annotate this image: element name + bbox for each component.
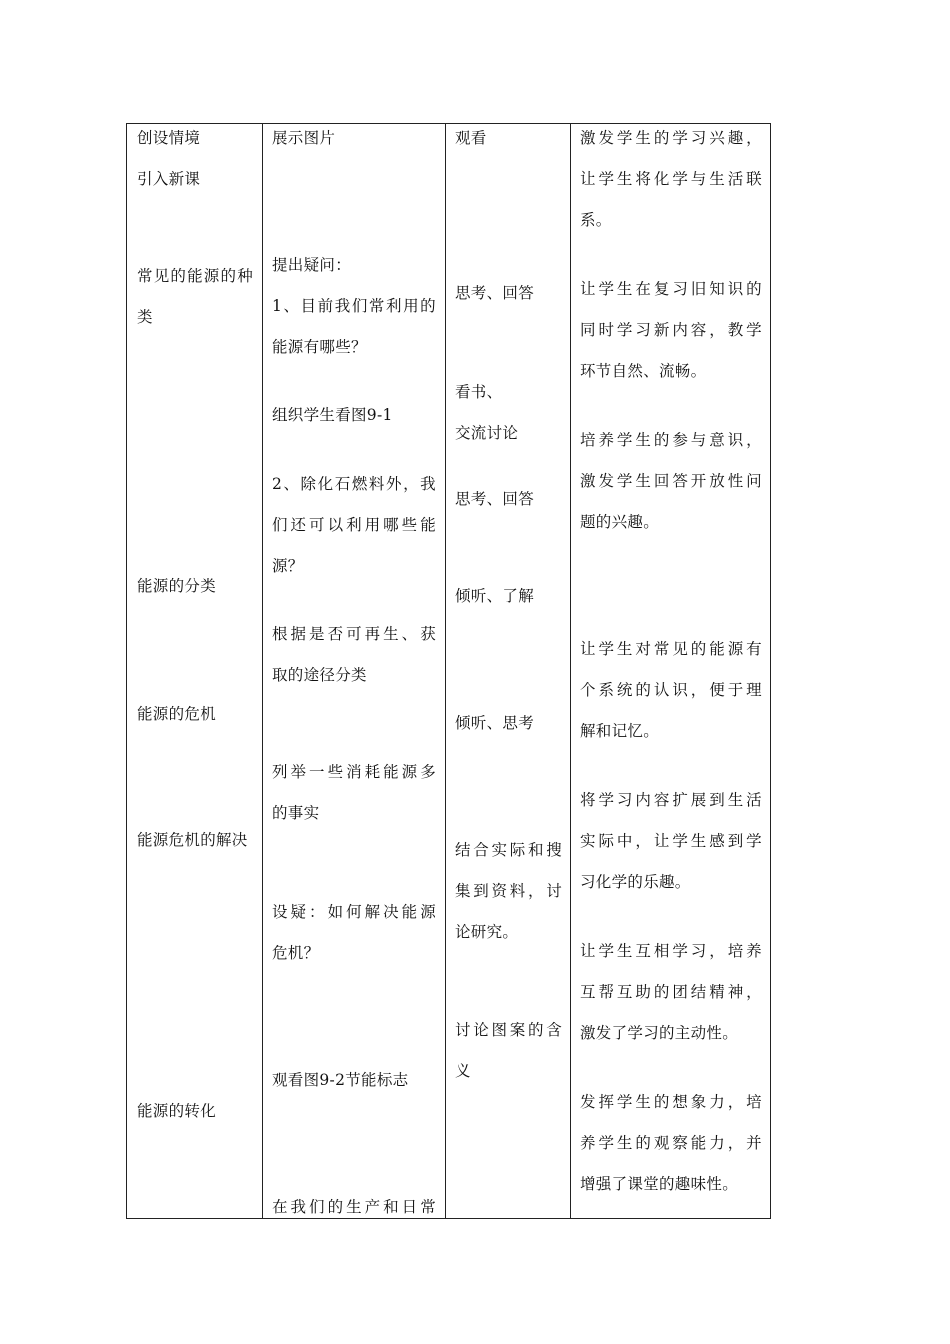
design-intent: 让学生互相学习，培养 互帮互助的团结精神， 激发了学习的主动性。	[580, 942, 762, 1042]
student-activity: 思考、回答	[455, 490, 535, 508]
teacher-activity: 设疑：如何解决能源 危机？	[272, 903, 436, 962]
student-activity: 讨论图案的含 义	[455, 1021, 562, 1080]
design-intent: 培养学生的参与意识， 激发学生回答开放性问 题的兴趣。	[580, 431, 762, 531]
student-activity: 思考、回答	[455, 284, 535, 302]
teacher-activity: 组织学生看图9-1	[272, 406, 393, 424]
stage-block: 能源的转化	[137, 1102, 217, 1120]
lesson-plan-table	[126, 123, 771, 1219]
stage-block: 能源的分类	[137, 577, 217, 595]
stage-column	[127, 124, 262, 1218]
teacher-activity: 展示图片	[272, 129, 336, 147]
design-intent: 激发学生的学习兴趣， 让学生将化学与生活联 系。	[580, 129, 762, 229]
teacher-activity: 提出疑问： 1、目前我们常利用的 能源有哪些？	[272, 256, 436, 356]
student-activity: 观看	[455, 129, 487, 147]
stage-block: 常见的能源的种 类	[137, 267, 253, 326]
teacher-activity: 观看图9-2节能标志	[272, 1071, 409, 1089]
stage-block: 能源危机的解决	[137, 831, 248, 849]
design-intent-column	[570, 124, 772, 1218]
teacher-activity: 根据是否可再生、获 取的途径分类	[272, 625, 436, 684]
design-intent: 让学生在复习旧知识的 同时学习新内容，教学 环节自然、流畅。	[580, 280, 762, 380]
teacher-activity: 列举一些消耗能源多 的事实	[272, 763, 436, 822]
teacher-activity: 在我们的生产和日常	[272, 1198, 436, 1216]
stage-block: 能源的危机	[137, 705, 217, 723]
design-intent: 发挥学生的想象力，培 养学生的观察能力，并 增强了课堂的趣味性。	[580, 1093, 762, 1193]
student-activity: 倾听、了解	[455, 587, 535, 605]
student-activity: 看书、 交流讨论	[455, 383, 519, 442]
teacher-activity-column	[262, 124, 445, 1218]
design-intent: 让学生对常见的能源有 个系统的认识，便于理 解和记忆。	[580, 640, 762, 740]
design-intent: 将学习内容扩展到生活 实际中，让学生感到学 习化学的乐趣。	[580, 791, 762, 891]
student-activity-column	[445, 124, 570, 1218]
teacher-activity: 2、除化石燃料外，我 们还可以利用哪些能 源？	[272, 475, 436, 575]
stage-block: 创设情境 引入新课	[137, 129, 201, 188]
student-activity: 结合实际和搜 集到资料，讨 论研究。	[455, 841, 562, 941]
student-activity: 倾听、思考	[455, 714, 535, 732]
